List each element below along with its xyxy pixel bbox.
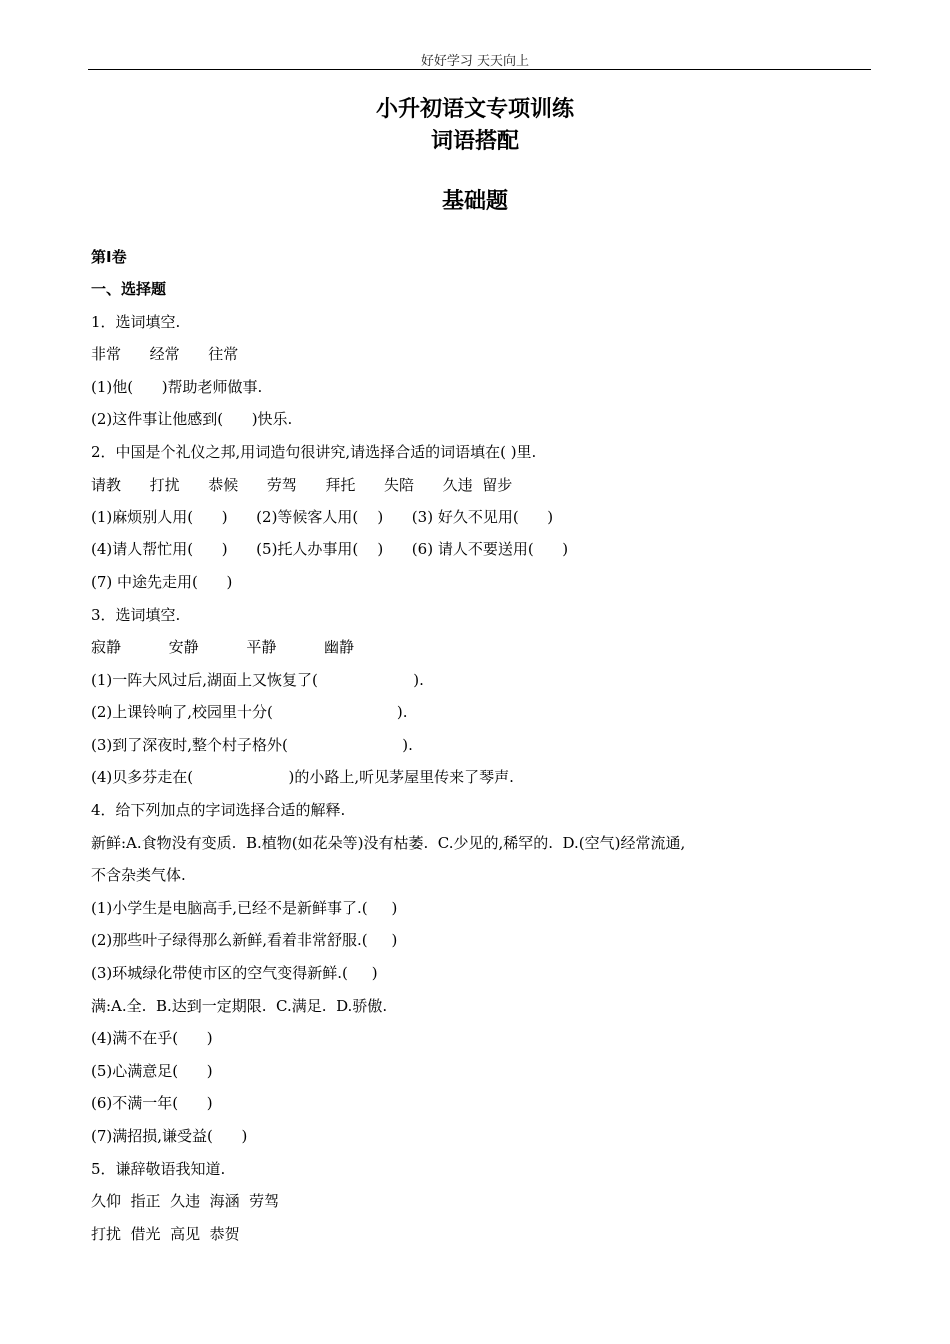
question-4-item: (1)小学生是电脑高手,已经不是新鲜事了.( ) <box>91 899 398 917</box>
question-3-options: 寂静 安静 平静 幽静 <box>91 638 355 656</box>
question-2-item: (7) 中途先走用( ) <box>91 573 233 591</box>
page-header: 好好学习 天天向上 <box>420 54 530 69</box>
question-5-words: 久仰 指正 久违 海涵 劳驾 <box>91 1192 280 1210</box>
question-1-stem: 1．选词填空. <box>91 313 181 331</box>
question-2-items: (4)请人帮忙用( ) (5)托人办事用( ) (6) 请人不要送用( ) <box>91 540 569 558</box>
question-4-item: (2)那些叶子绿得那么新鲜,看着非常舒服.( ) <box>91 931 398 949</box>
question-4-item: (6)不满一年( ) <box>91 1094 213 1112</box>
question-2-options: 请教 打扰 恭候 劳驾 拜托 失陪 久违 留步 <box>91 476 513 494</box>
question-4-item: (4)满不在乎( ) <box>91 1029 213 1047</box>
question-5-words: 打扰 借光 高见 恭贺 <box>91 1225 240 1243</box>
question-1-item: (1)他( )帮助老师做事. <box>91 378 263 396</box>
question-3-item: (3)到了深夜时,整个村子格外( ). <box>91 736 413 754</box>
volume-label: 第Ⅰ卷 <box>91 248 127 266</box>
doc-title: 小升初语文专项训练 <box>375 97 574 122</box>
question-3-item: (2)上课铃响了,校园里十分( ). <box>91 703 408 721</box>
question-4-item: (3)环城绿化带使市区的空气变得新鲜.( ) <box>91 964 378 982</box>
question-4-definition: 新鲜:A.食物没有变质. B.植物(如花朵等)没有枯萎. C.少见的,稀罕的. D.(空气)经常流通, <box>91 834 686 852</box>
question-1-item: (2)这件事让他感到( )快乐. <box>91 410 293 428</box>
question-3-stem: 3．选词填空. <box>91 606 181 624</box>
question-4-stem: 4．给下列加点的字词选择合适的解释. <box>91 801 346 819</box>
question-3-item: (1)一阵大风过后,湖面上又恢复了( ). <box>91 671 424 689</box>
question-1-options: 非常 经常 往常 <box>91 345 239 363</box>
difficulty-heading: 基础题 <box>441 189 508 214</box>
question-3-item: (4)贝多芬走在( )的小路上,听见茅屋里传来了琴声. <box>91 768 514 786</box>
question-2-stem: 2．中国是个礼仪之邦,用词造句很讲究,请选择合适的词语填在( )里. <box>91 443 537 461</box>
question-4-item: (7)满招损,谦受益( ) <box>91 1127 248 1145</box>
question-5-stem: 5．谦辞敬语我知道. <box>91 1160 226 1178</box>
header-rule <box>88 69 871 70</box>
question-4-definition: 满:A.全. B.达到一定期限. C.满足. D.骄傲. <box>91 997 388 1015</box>
question-4-definition-cont: 不含杂类气体. <box>91 866 186 884</box>
section-heading: 一、选择题 <box>91 280 167 298</box>
doc-subtitle: 词语搭配 <box>430 129 519 154</box>
question-4-item: (5)心满意足( ) <box>91 1062 213 1080</box>
question-2-items: (1)麻烦别人用( ) (2)等候客人用( ) (3) 好久不见用( ) <box>91 508 554 526</box>
